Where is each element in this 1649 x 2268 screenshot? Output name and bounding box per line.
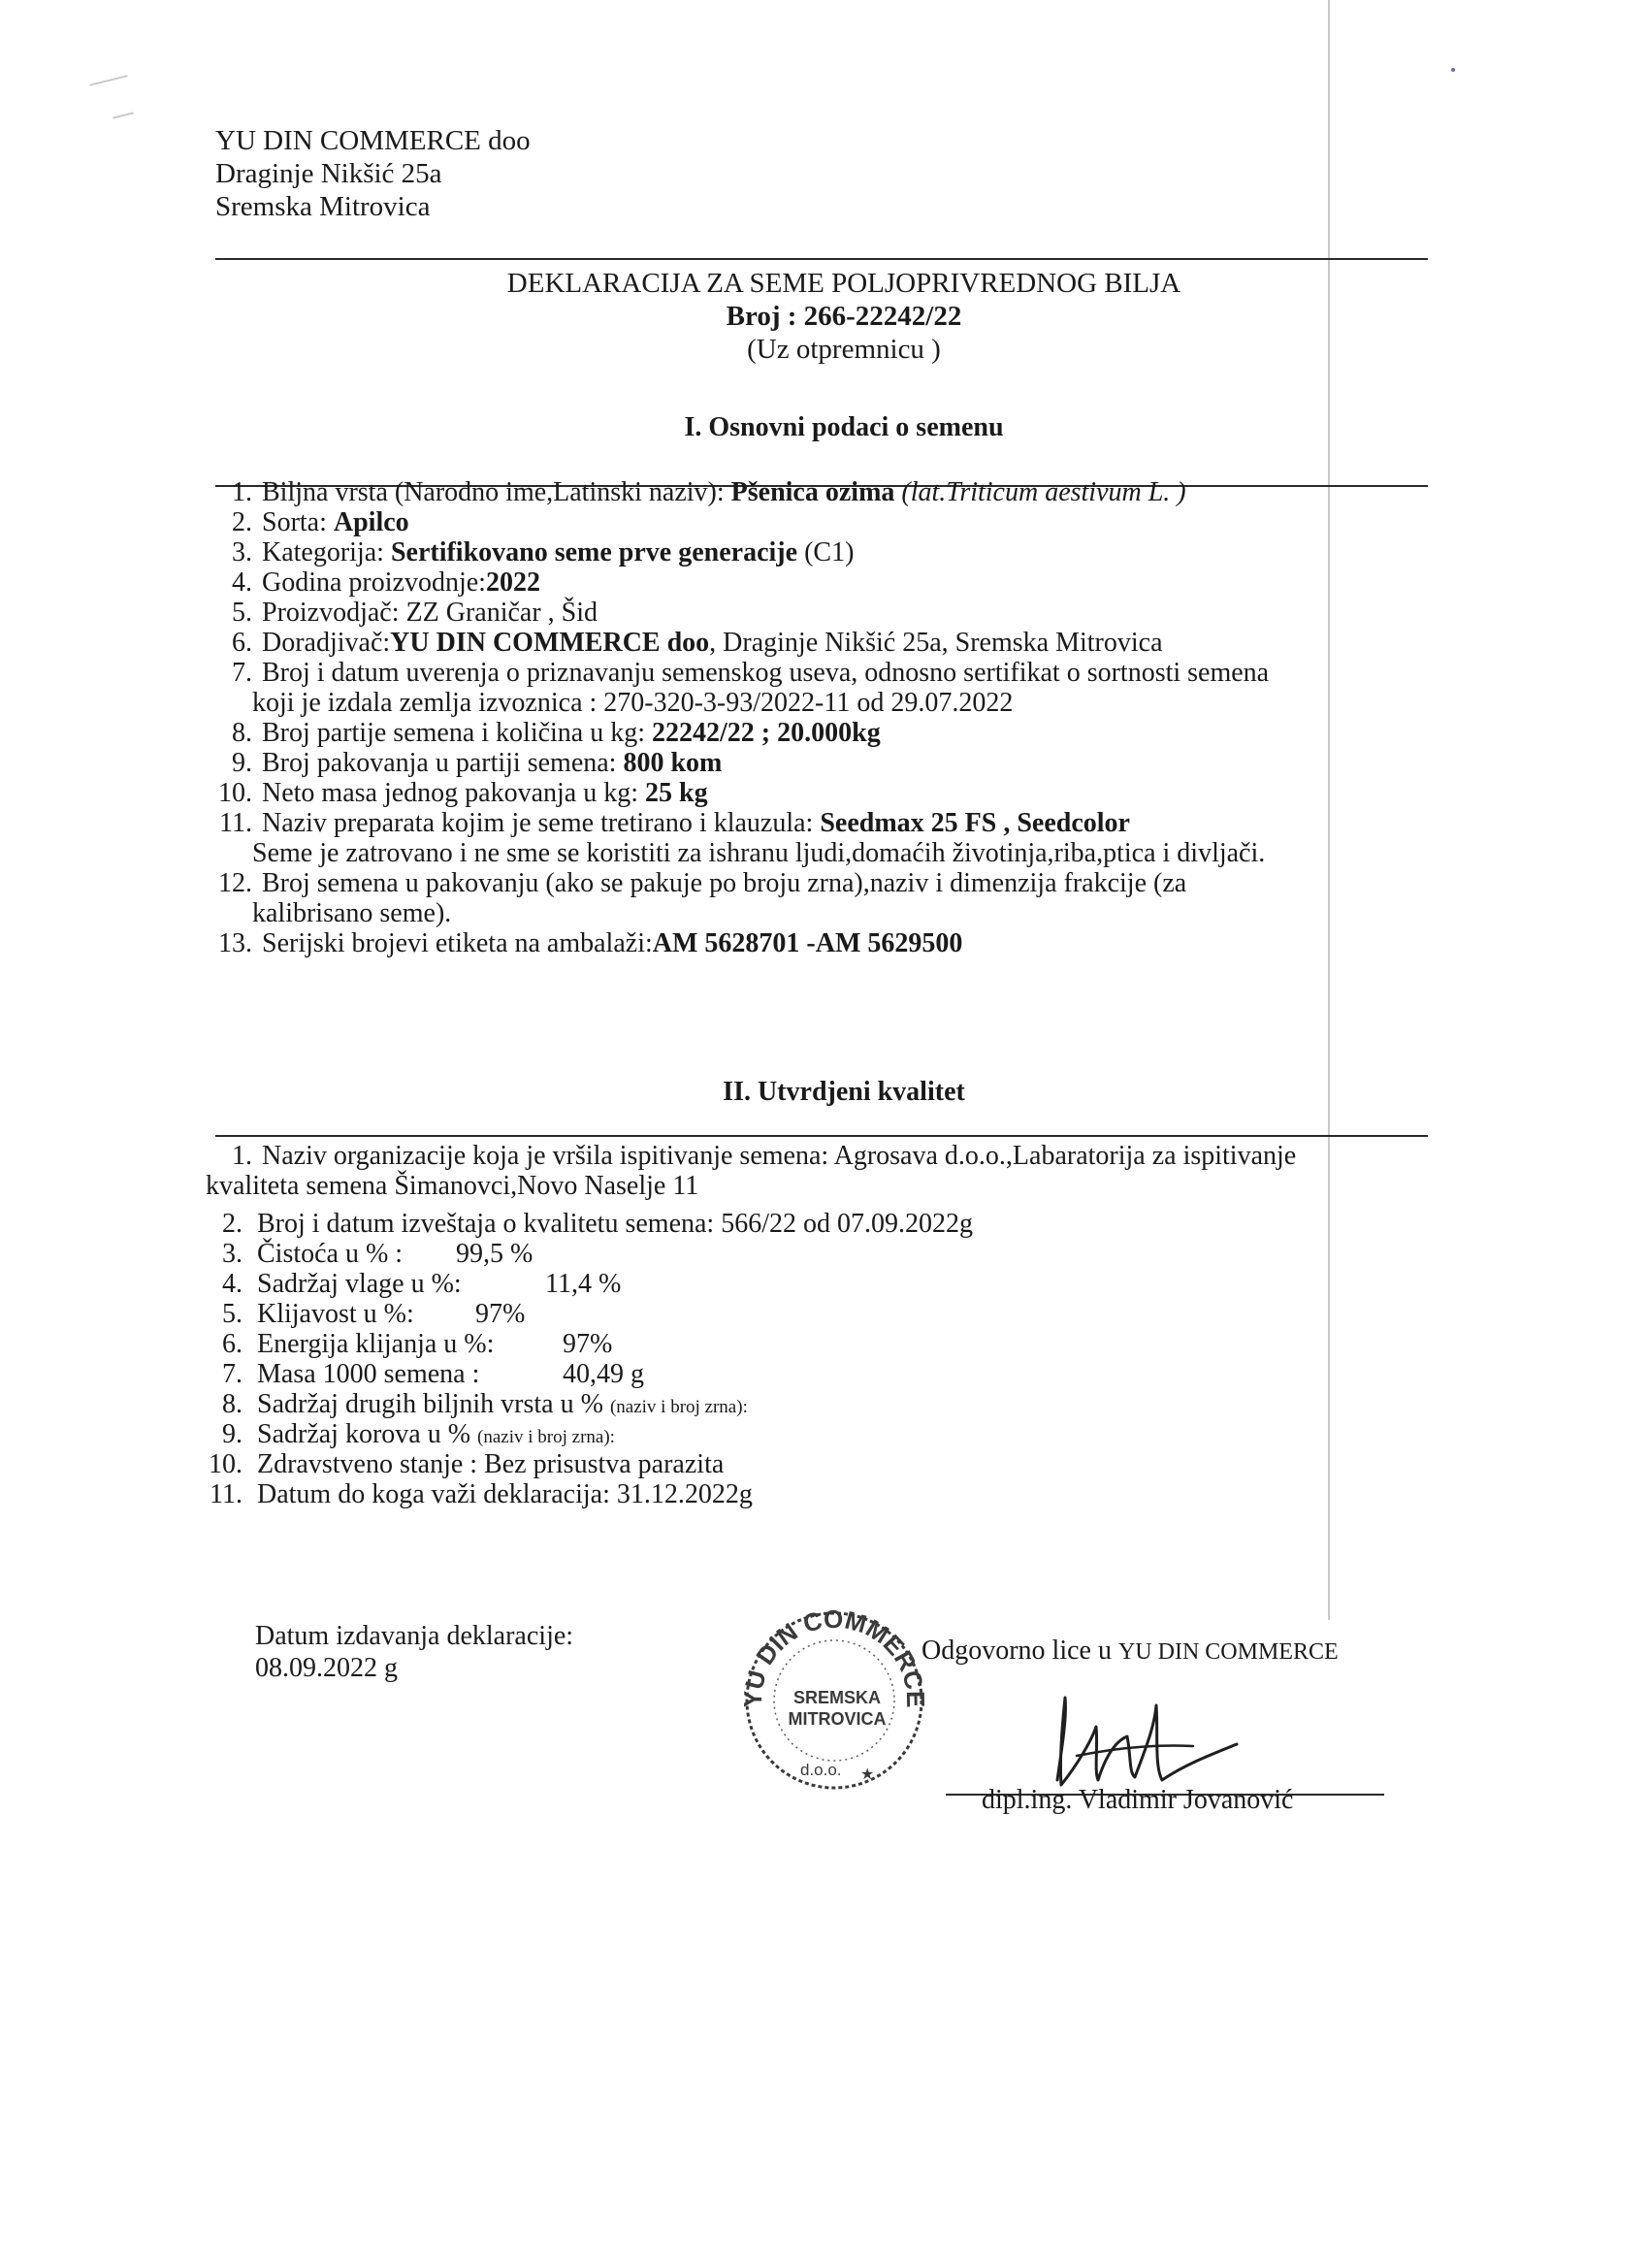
issue-date-block bbox=[255, 1620, 573, 1684]
purity-value: 99,5 % bbox=[456, 1239, 534, 1269]
issue-date: 08.09.2022 g bbox=[255, 1653, 398, 1683]
list-item: 12. Broj semena u pakovanju (ako se pakuje po broju zrna),naziv i dimenzija frakcije (za bbox=[218, 868, 1187, 898]
list-item: 3. Kategorija: Sertifikovano seme prve generacije (C1) bbox=[232, 537, 855, 567]
stamp-star-icon: ★ bbox=[860, 1765, 875, 1783]
list-item: 5. Proizvodjač: ZZ Graničar , Šid bbox=[232, 598, 598, 628]
section-1-list bbox=[204, 477, 1397, 958]
title-note: (Uz otpremnicu ) bbox=[747, 334, 941, 365]
section-2-list bbox=[204, 1209, 1397, 1509]
responsible-person-label: Odgovorno lice u YU DIN COMMERCE bbox=[922, 1636, 1339, 1666]
list-item: 9. Broj pakovanja u partiji semena: 800 kom bbox=[232, 748, 723, 778]
list-item: 11. Naziv preparata kojim je seme tretirano i klauzula: Seedmax 25 FS , Seedcolor bbox=[219, 808, 1130, 838]
list-item: 7. Broj i datum uverenja o priznavanju semenskog useva, odnosno sertifikat o sortnosti semena bbox=[232, 658, 1270, 688]
list-item: 4. Sadržaj vlage u %: 11,4 % bbox=[222, 1269, 622, 1299]
stamp-form-text: d.o.o. bbox=[800, 1761, 842, 1779]
list-item: 5. Klijavost u %: 97% bbox=[222, 1299, 526, 1329]
stamp-company-text: YU DIN COMMERCE bbox=[737, 1604, 931, 1708]
list-item: 1. Biljna vrsta (Narodno ime,Latinski naziv): Pšenica ozima (lat.Triticum aestivum L. ) bbox=[232, 477, 1186, 507]
list-item: 6. Energija klijanja u %: 97% bbox=[222, 1329, 613, 1359]
list-item: 1. Naziv organizacije koja je vršila ispitivanje semena: Agrosava d.o.o.,Labaratorija za ispitivanje bbox=[232, 1141, 1297, 1171]
scan-mark bbox=[89, 75, 127, 86]
list-item: 2. Sorta: Apilco bbox=[232, 507, 409, 537]
list-item-continuation: kalibrisano seme). bbox=[252, 898, 452, 928]
document-title bbox=[310, 267, 1377, 366]
issue-date-label: Datum izdavanja deklaracije: bbox=[255, 1621, 574, 1651]
list-item: 8. Broj partije semena i količina u kg: 22242/22 ; 20.000kg bbox=[232, 718, 881, 748]
stamp-city-text-1: SREMSKA bbox=[792, 1688, 882, 1707]
list-item-continuation: Seme je zatrovano i ne sme se koristiti za ishranu ljudi,domaćih životinja,riba,ptica i divljači. bbox=[252, 838, 1266, 868]
list-item: 11. Datum do koga važi deklaracija: 31.12.2022g bbox=[210, 1479, 753, 1509]
list-item: 4. Godina proizvodnje:2022 bbox=[232, 567, 540, 598]
list-item: 10. Neto masa jednog pakovanja u kg: 25 kg bbox=[218, 778, 708, 808]
section-2-divider bbox=[215, 1135, 1428, 1137]
section-2-org bbox=[204, 1141, 1397, 1201]
sender-address bbox=[215, 124, 531, 223]
list-item: 13. Serijski brojevi etiketa na ambalaži:AM 5628701 -AM 5629500 bbox=[218, 928, 963, 958]
stamp-city-text-2: MITROVICA bbox=[788, 1709, 887, 1729]
company-stamp bbox=[732, 1599, 936, 1802]
list-item: 10. Zdravstveno stanje : Bez prisustva parazita bbox=[209, 1449, 725, 1479]
header-divider bbox=[215, 258, 1428, 260]
section-1-heading: I. Osnovni podaci o semenu bbox=[684, 412, 1004, 442]
list-item: 9. Sadržaj korova u % (naziv i broj zrna): bbox=[222, 1419, 615, 1449]
list-item: 2. Broj i datum izveštaja o kvalitetu semena: 566/22 od 07.09.2022g bbox=[222, 1209, 973, 1239]
list-item: 6. Doradjivač:YU DIN COMMERCE doo, Draginje Nikšić 25a, Sremska Mitrovica bbox=[232, 628, 1163, 658]
section-2-heading: II. Utvrdjeni kvalitet bbox=[723, 1077, 965, 1107]
title-heading: DEKLARACIJA ZA SEME POLJOPRIVREDNOG BILJA bbox=[506, 268, 1181, 299]
sender-company: YU DIN COMMERCE doo bbox=[215, 125, 531, 156]
scan-speck bbox=[1451, 68, 1455, 72]
sender-street: Draginje Nikšić 25a bbox=[215, 158, 442, 189]
list-item: 7. Masa 1000 semena : 40,49 g bbox=[222, 1359, 644, 1389]
germination-value: 97% bbox=[475, 1299, 526, 1329]
declaration-number: Broj : 266-22242/22 bbox=[726, 301, 962, 332]
moisture-value: 11,4 % bbox=[545, 1269, 622, 1299]
signer-name: dipl.ing. Vladimir Jovanović bbox=[982, 1785, 1294, 1815]
germination-energy-value: 97% bbox=[563, 1329, 613, 1359]
list-item: 8. Sadržaj drugih biljnih vrsta u % (naziv i broj zrna): bbox=[222, 1389, 748, 1419]
thousand-seed-mass-value: 40,49 g bbox=[563, 1359, 644, 1389]
list-item-continuation: koji je izdala zemlja izvoznica : 270-320-3-93/2022-11 od 29.07.2022 bbox=[252, 688, 1014, 718]
list-item-continuation: kvaliteta semena Šimanovci,Novo Naselje 11 bbox=[206, 1171, 699, 1201]
list-item: 3. Čistoća u % : 99,5 % bbox=[222, 1239, 534, 1269]
scan-mark bbox=[113, 112, 134, 118]
sender-city: Sremska Mitrovica bbox=[215, 191, 431, 222]
